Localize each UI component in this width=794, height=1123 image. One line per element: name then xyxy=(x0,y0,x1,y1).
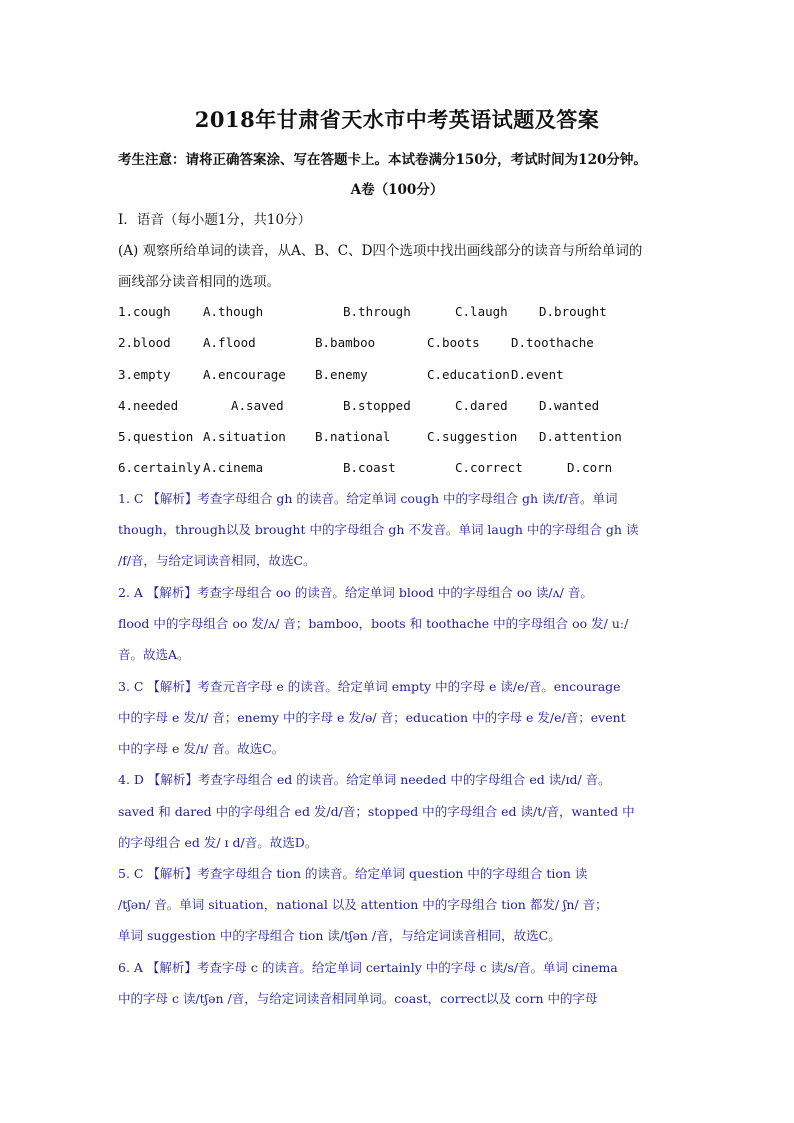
exam-notice: 考生注意：请将正确答案涂、写在答题卡上。本试卷满分150分，考试时间为120分钟。 xyxy=(118,152,647,168)
option-d: D.event xyxy=(511,367,564,382)
option-d: D.attention xyxy=(539,429,622,444)
option-c: C.boots xyxy=(427,335,480,350)
section-title: Ⅰ．语音（每小题1分，共10分） xyxy=(118,212,312,228)
document-title: 2018年甘肃省天水市中考英语试题及答案 xyxy=(194,107,600,132)
option-a: A.cinema xyxy=(203,460,264,475)
question-row xyxy=(0,304,794,324)
answer-line: 3. C 【解析】考查元音字母 e 的读音。给定单词 empty 中的字母 e 读/e/音。encourage xyxy=(118,679,621,694)
answer-line: 中的字母 e 发/ɪ/ 音。故选C。 xyxy=(118,741,285,756)
answer-line: saved 和 dared 中的字母组合 ed 发/d/音；stopped 中的字母组合 ed 读/t/音，wanted 中 xyxy=(118,804,635,819)
question-stem: 2.blood xyxy=(118,335,171,350)
option-d: D.corn xyxy=(567,460,613,475)
option-c: C.education xyxy=(427,367,510,382)
option-a: A.situation xyxy=(203,429,286,444)
answer-line: 中的字母 c 读/tʃən /音，与给定词读音相同单词。coast，correct以及 corn 中的字母 xyxy=(118,991,598,1006)
instruction-line-2: 画线部分读音相同的选项。 xyxy=(118,274,280,290)
option-a: A.encourage xyxy=(203,367,286,382)
option-d: D.wanted xyxy=(539,398,600,413)
question-stem: 6.certainly xyxy=(118,460,201,475)
option-b: B.enemy xyxy=(315,367,368,382)
answer-line: 4. D 【解析】考查字母组合 ed 的读音。给定单词 needed 中的字母组合 ed 读/ɪd/ 音。 xyxy=(118,772,611,787)
option-b: B.bamboo xyxy=(315,335,376,350)
question-row xyxy=(0,398,794,418)
option-a: A.saved xyxy=(231,398,284,413)
option-a: A.though xyxy=(203,304,264,319)
option-c: C.laugh xyxy=(455,304,508,319)
option-b: B.through xyxy=(343,304,411,319)
question-stem: 3.empty xyxy=(118,367,171,382)
answer-line: flood 中的字母组合 oo 发/ʌ/ 音；bamboo，boots 和 toothache 中的字母组合 oo 发/ uː/ xyxy=(118,616,629,631)
option-a: A.flood xyxy=(203,335,256,350)
answer-line: 音。故选A。 xyxy=(118,647,190,662)
option-b: B.national xyxy=(315,429,391,444)
answer-line: 单词 suggestion 中的字母组合 tion 读/tʃən /音，与给定词读音相同，故选C。 xyxy=(118,928,561,943)
instruction-line-1: (A) 观察所给单词的读音，从A、B、C、D四个选项中找出画线部分的读音与所给单词的 xyxy=(118,243,643,259)
answer-line: 6. A 【解析】考查字母 c 的读音。给定单词 certainly 中的字母 c 读/s/音。单词 cinema xyxy=(118,960,618,975)
paper-a-heading: A卷（100分） xyxy=(350,182,444,198)
answer-line: 中的字母 e 发/ɪ/ 音；enemy 中的字母 e 发/ə/ 音；education 中的字母 e 发/e/音；event xyxy=(118,710,626,725)
answer-line: 的字母组合 ed 发/ ɪ d/音。故选D。 xyxy=(118,835,318,850)
option-c: C.dared xyxy=(455,398,508,413)
answer-line: 2. A 【解析】考查字母组合 oo 的读音。给定单词 blood 中的字母组合 oo 读/ʌ/ 音。 xyxy=(118,585,593,600)
question-row xyxy=(0,429,794,449)
option-d: D.brought xyxy=(539,304,607,319)
answer-line: 5. C 【解析】考查字母组合 tion 的读音。给定单词 question 中的字母组合 tion 读 xyxy=(118,866,588,881)
option-d: D.toothache xyxy=(511,335,594,350)
answer-line: /tʃən/ 音。单词 situation，national 以及 attention 中的字母组合 tion 都发/ ʃn/ 音； xyxy=(118,897,608,912)
answer-line: /f/音，与给定词读音相同，故选C。 xyxy=(118,553,316,568)
option-c: C.correct xyxy=(455,460,523,475)
answer-line: 1. C 【解析】考查字母组合 gh 的读音。给定单词 cough 中的字母组合 gh 读/f/音。单词 xyxy=(118,491,618,506)
question-stem: 5.question xyxy=(118,429,194,444)
question-row xyxy=(0,367,794,387)
question-row xyxy=(0,335,794,355)
question-stem: 1.cough xyxy=(118,304,171,319)
option-c: C.suggestion xyxy=(427,429,518,444)
answer-line: though，through以及 brought 中的字母组合 gh 不发音。单词 laugh 中的字母组合 gh 读 xyxy=(118,522,639,537)
option-b: B.coast xyxy=(343,460,396,475)
question-row xyxy=(0,460,794,480)
question-stem: 4.needed xyxy=(118,398,179,413)
option-b: B.stopped xyxy=(343,398,411,413)
